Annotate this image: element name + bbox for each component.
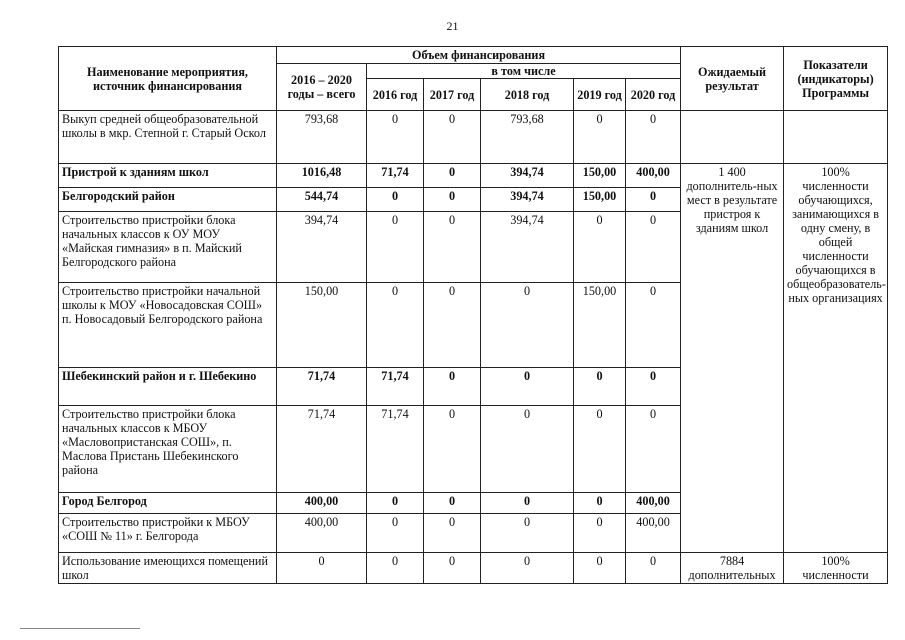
cell-total: 400,00 — [277, 493, 367, 514]
cell-2019: 150,00 — [574, 164, 626, 188]
cell-2019: 0 — [574, 406, 626, 493]
cell-2017: 0 — [424, 553, 481, 584]
cell-2018: 0 — [481, 493, 574, 514]
cell-2019: 150,00 — [574, 283, 626, 368]
header-name: Наименование мероприятия, источник финансирования — [59, 47, 277, 111]
cell-2019: 0 — [574, 553, 626, 584]
cell-2016: 0 — [367, 188, 424, 212]
funding-table — [58, 46, 888, 584]
cell-2017: 0 — [424, 514, 481, 553]
row-name: Строительство пристройки к МБОУ «СОШ № 11» г. Белгорода — [59, 514, 277, 553]
row-name: Строительство пристройки блока начальных классов к ОУ МОУ «Майская гимназия» в п. Майский Белгородского района — [59, 212, 277, 283]
cell-2016: 0 — [367, 283, 424, 368]
indicator-extension: 100% численности обучающихся, занимающихся в одну смену, в общей численности обучающихся в общеобразователь-ных организациях — [784, 164, 888, 553]
cell-total: 71,74 — [277, 406, 367, 493]
cell-total: 71,74 — [277, 368, 367, 406]
cell-2020: 0 — [626, 283, 681, 368]
cell-total: 150,00 — [277, 283, 367, 368]
cell-2016: 71,74 — [367, 368, 424, 406]
cell-2020: 400,00 — [626, 164, 681, 188]
header-year-2018: 2018 год — [481, 79, 574, 111]
table-row — [59, 111, 888, 164]
cell-total: 0 — [277, 553, 367, 584]
cell-2018: 394,74 — [481, 212, 574, 283]
page-number: 21 — [446, 19, 459, 33]
header-year-2020: 2020 год — [626, 79, 681, 111]
cell-2017: 0 — [424, 164, 481, 188]
cell-2016: 0 — [367, 553, 424, 584]
cell-2020: 400,00 — [626, 514, 681, 553]
cell-2020: 0 — [626, 406, 681, 493]
expected-result-existing: 7884 дополнительных — [681, 553, 784, 584]
cell-2017: 0 — [424, 283, 481, 368]
cell-2018: 0 — [481, 283, 574, 368]
cell-2020: 0 — [626, 212, 681, 283]
cell-2020: 0 — [626, 188, 681, 212]
cell-2019: 150,00 — [574, 188, 626, 212]
header-including: в том числе — [367, 64, 681, 79]
row-name: Выкуп средней общеобразовательной школы в мкр. Степной г. Старый Оскол — [59, 111, 277, 164]
cell-2018: 394,74 — [481, 164, 574, 188]
row-name: Строительство пристройки блока начальных классов к МБОУ «Масловопристанская СОШ», п. Маслова Пристань Шебекинского района — [59, 406, 277, 493]
cell-total: 544,74 — [277, 188, 367, 212]
row-name: Пристрой к зданиям школ — [59, 164, 277, 188]
cell-2019: 0 — [574, 368, 626, 406]
cell-2016: 0 — [367, 493, 424, 514]
header-year-2017: 2017 год — [424, 79, 481, 111]
cell-2016: 0 — [367, 212, 424, 283]
cell-2020: 0 — [626, 368, 681, 406]
cell-2017: 0 — [424, 368, 481, 406]
cell-indicator-empty — [784, 111, 888, 164]
cell-2016: 0 — [367, 514, 424, 553]
cell-2019: 0 — [574, 111, 626, 164]
cell-2016: 0 — [367, 111, 424, 164]
cell-2017: 0 — [424, 406, 481, 493]
cell-2017: 0 — [424, 188, 481, 212]
cell-expected-empty — [681, 111, 784, 164]
header-expected-result: Ожидаемый результат — [681, 47, 784, 111]
cell-2019: 0 — [574, 493, 626, 514]
cell-total: 793,68 — [277, 111, 367, 164]
cell-2017: 0 — [424, 212, 481, 283]
cell-total: 394,74 — [277, 212, 367, 283]
row-name: Белгородский район — [59, 188, 277, 212]
header-year-2016: 2016 год — [367, 79, 424, 111]
cell-2020: 400,00 — [626, 493, 681, 514]
cell-2018: 0 — [481, 368, 574, 406]
cell-2018: 0 — [481, 514, 574, 553]
indicator-existing: 100% численности — [784, 553, 888, 584]
row-name: Использование имеющихся помещений школ — [59, 553, 277, 584]
row-name: Строительство пристройки начальной школы к МОУ «Новосадовская СОШ» п. Новосадовый Белгородского района — [59, 283, 277, 368]
cell-2018: 0 — [481, 406, 574, 493]
cell-2020: 0 — [626, 111, 681, 164]
cell-2019: 0 — [574, 212, 626, 283]
cell-2017: 0 — [424, 111, 481, 164]
header-total: 2016 – 2020 годы – всего — [277, 64, 367, 111]
expected-result-extension: 1 400 дополнитель-ных мест в результате пристроя к зданиям школ — [681, 164, 784, 553]
table-row — [59, 164, 888, 188]
cell-2016: 71,74 — [367, 164, 424, 188]
footer-divider — [20, 628, 140, 629]
header-year-2019: 2019 год — [574, 79, 626, 111]
header-funding-volume: Объем финансирования — [277, 47, 681, 64]
row-name: Шебекинский район и г. Шебекино — [59, 368, 277, 406]
cell-2019: 0 — [574, 514, 626, 553]
cell-2020: 0 — [626, 553, 681, 584]
cell-total: 400,00 — [277, 514, 367, 553]
cell-2016: 71,74 — [367, 406, 424, 493]
cell-total: 1016,48 — [277, 164, 367, 188]
cell-2018: 0 — [481, 553, 574, 584]
header-indicators: Показатели (индикаторы) Программы — [784, 47, 888, 111]
table-row — [59, 553, 888, 584]
cell-2018: 394,74 — [481, 188, 574, 212]
row-name: Город Белгород — [59, 493, 277, 514]
cell-2017: 0 — [424, 493, 481, 514]
cell-2018: 793,68 — [481, 111, 574, 164]
